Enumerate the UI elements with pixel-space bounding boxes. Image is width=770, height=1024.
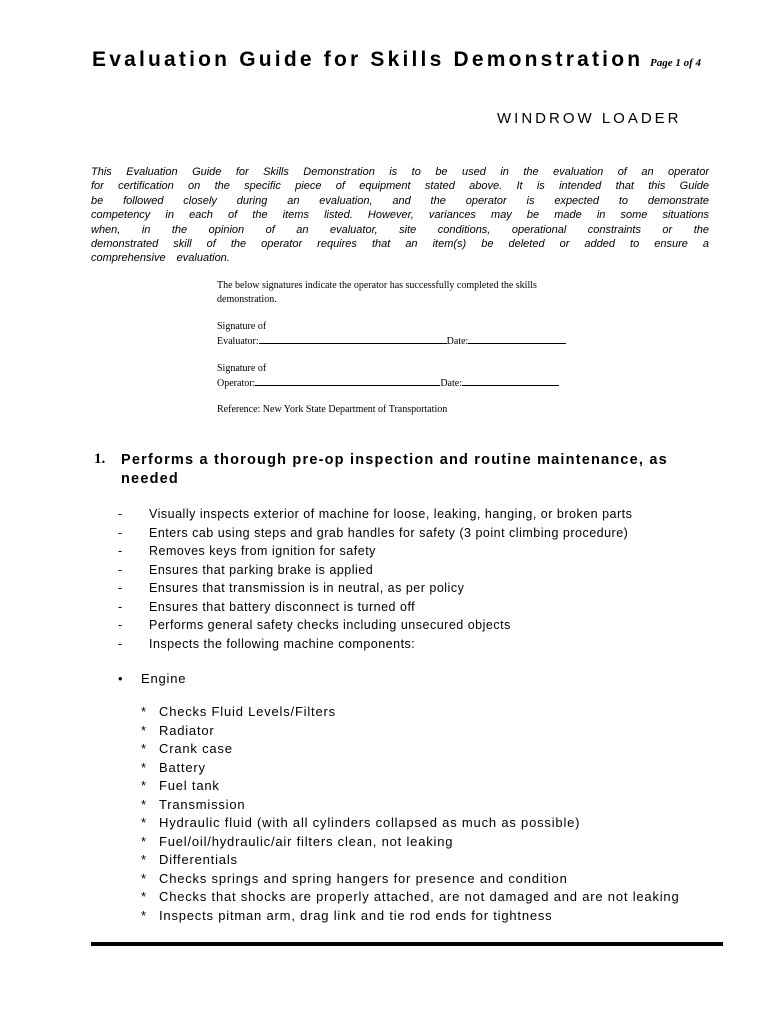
engine-checklist xyxy=(141,703,680,925)
list-item: * Battery xyxy=(141,759,206,775)
list-item: * Checks that shocks are properly attached, are not damaged and are not leaking xyxy=(141,889,680,904)
list-item: - Ensures that transmission is in neutral, as per policy xyxy=(118,581,465,595)
list-item: * Fuel/oil/hydraulic/air filters clean, not leaking xyxy=(141,833,454,849)
list-item: * Transmission xyxy=(141,796,246,812)
document-title: Evaluation Guide for Skills Demonstration xyxy=(92,48,644,71)
evaluator-date-label: Date: xyxy=(446,336,469,347)
operator-label: Signature of xyxy=(217,363,267,374)
list-item: - Removes keys from ignition for safety xyxy=(118,544,376,558)
signature-note-line: The below signatures indicate the operator has successfully completed the skills xyxy=(217,280,537,291)
intro-line: competency in each of the items listed. However, variances may be made in some situations xyxy=(91,209,709,222)
operator-signature-line[interactable] xyxy=(255,376,440,386)
bullet-icon: • xyxy=(118,671,123,686)
inspection-checklist xyxy=(118,505,632,653)
list-item: * Fuel tank xyxy=(141,778,220,793)
page-number: Page 1 of 4 xyxy=(650,57,702,69)
evaluator-signature-block xyxy=(217,320,566,349)
intro-line: demonstrated skill of the operator requires that an item(s) be deleted or added to ensure a xyxy=(91,238,709,251)
operator-label-2: Operator: xyxy=(217,378,256,389)
evaluator-label-2: Evaluator: xyxy=(217,336,259,347)
evaluator-date-line[interactable] xyxy=(468,334,566,344)
intro-line: This Evaluation Guide for Skills Demonstration is to be used in the evaluation of an operator xyxy=(91,166,709,178)
evaluator-signature-line[interactable] xyxy=(259,334,447,344)
signature-note-line: demonstration. xyxy=(217,294,277,305)
intro-line: be followed closely during an evaluation, and the operator is expected to demonstrate xyxy=(91,194,709,207)
operator-date-label: Date: xyxy=(440,378,462,389)
operator-date-line[interactable] xyxy=(462,376,559,386)
list-item: * Checks springs and spring hangers for presence and condition xyxy=(141,870,568,886)
list-item: - Performs general safety checks including unsecured objects xyxy=(118,618,511,632)
footer-divider xyxy=(91,942,723,946)
intro-line: for certification on the specific piece of equipment stated above. It is intended that this Guide xyxy=(91,180,709,193)
signature-note xyxy=(217,279,537,307)
intro-paragraph xyxy=(91,165,709,266)
section-number: 1. xyxy=(94,451,106,467)
list-item: - Visually inspects exterior of machine for loose, leaking, hanging, or broken parts xyxy=(118,507,633,521)
intro-line: when, in the opinion of an evaluator, site conditions, operational constraints or the xyxy=(91,223,709,236)
component-heading: Engine xyxy=(141,671,187,686)
equipment-name: WINDROW LOADER xyxy=(497,110,682,127)
list-item: * Crank case xyxy=(141,741,233,756)
list-item: * Inspects pitman arm, drag link and tie rod ends for tightness xyxy=(141,907,553,923)
list-item: * Checks Fluid Levels/Filters xyxy=(141,704,336,719)
list-item: * Radiator xyxy=(141,722,215,738)
list-item: - Ensures that parking brake is applied xyxy=(118,562,374,577)
evaluator-label: Signature of xyxy=(217,321,267,332)
list-item: - Enters cab using steps and grab handles for safety (3 point climbing procedure) xyxy=(118,525,629,540)
reference-text: Reference: New York State Department of Transportation xyxy=(217,404,448,415)
section-heading: Performs a thorough pre-op inspection and routine maintenance, as needed xyxy=(121,452,668,487)
list-item: * Differentials xyxy=(141,852,238,867)
list-item: - Ensures that battery disconnect is turned off xyxy=(118,599,416,614)
list-item: - Inspects the following machine components: xyxy=(118,636,416,651)
operator-signature-block xyxy=(217,362,559,391)
list-item: * Hydraulic fluid (with all cylinders collapsed as much as possible) xyxy=(141,815,581,830)
intro-line: comprehensive evaluation. xyxy=(91,252,230,265)
